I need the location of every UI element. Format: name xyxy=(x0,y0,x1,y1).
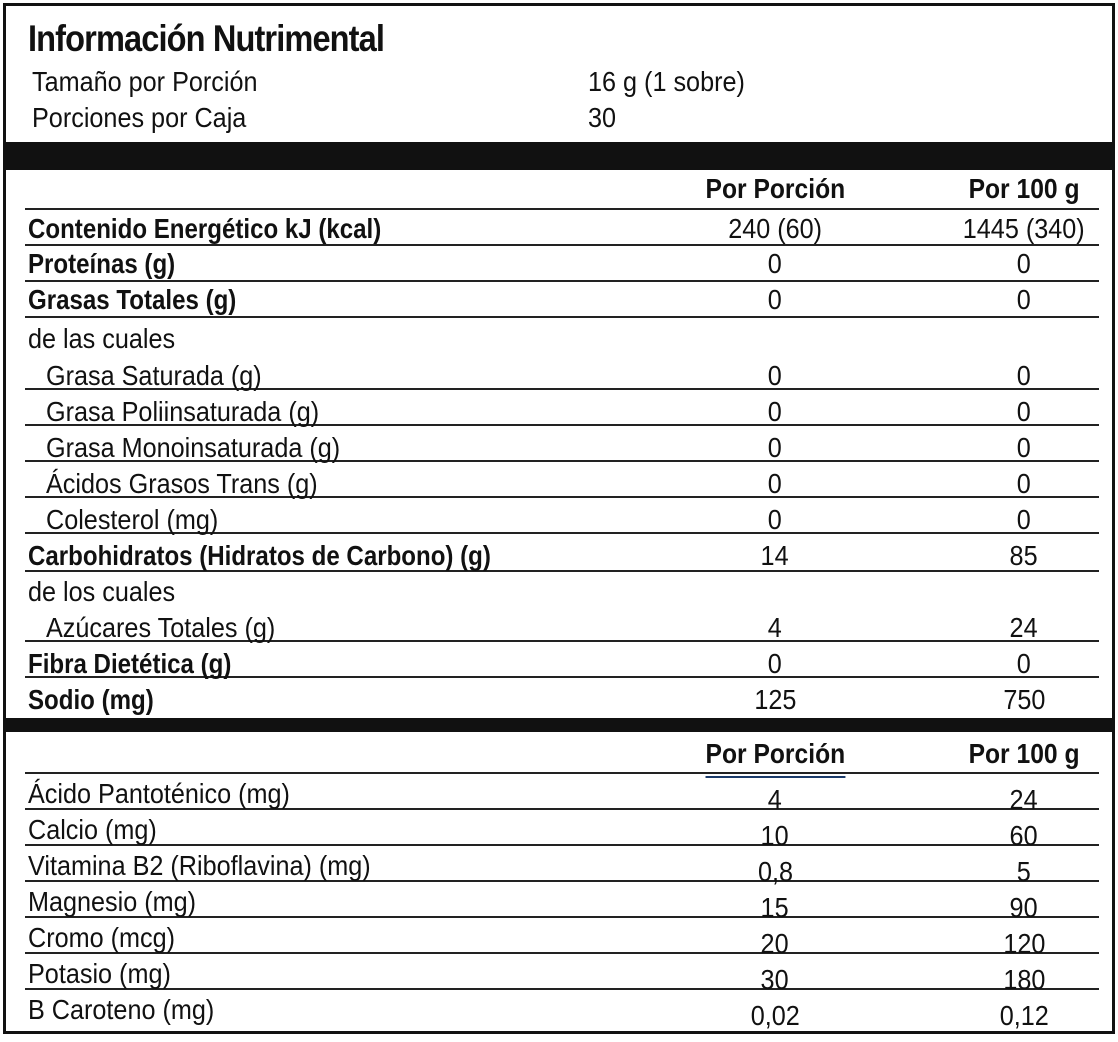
per-serving-value: 4 xyxy=(767,784,783,815)
per-100g-value: 85 xyxy=(1009,540,1039,571)
per-100g-value: 750 xyxy=(1002,684,1046,715)
nutrient-name: Proteínas (g) xyxy=(28,248,176,279)
per-serving-value: 4 xyxy=(767,612,783,643)
nutrient-name: de los cuales xyxy=(28,576,176,607)
per-serving-value: 0,02 xyxy=(750,1000,800,1031)
per-serving-value: 15 xyxy=(760,892,790,923)
per-serving-value: 14 xyxy=(760,540,790,571)
per-100g-value: 0 xyxy=(1016,468,1032,499)
col-header-per-serving: Por Porción xyxy=(705,173,845,204)
thick-divider xyxy=(6,718,1112,732)
per-serving-value: 240 (60) xyxy=(728,213,822,244)
per-serving-value: 0 xyxy=(767,284,783,315)
nutrient-name: Ácidos Grasos Trans (g) xyxy=(46,468,318,499)
table-row xyxy=(25,642,1099,678)
table-row xyxy=(25,354,1099,390)
nutrient-name: Cromo (mcg) xyxy=(28,922,176,953)
per-serving-value: 0 xyxy=(767,360,783,391)
per-100g-value: 0 xyxy=(1016,504,1032,535)
per-100g-value: 0 xyxy=(1016,648,1032,679)
per-100g-value: 0 xyxy=(1016,396,1032,427)
table-row xyxy=(25,498,1099,534)
per-serving-value: 10 xyxy=(760,820,790,851)
per-serving-value: 20 xyxy=(760,928,790,959)
table-row xyxy=(25,210,1099,246)
per-100g-value: 0 xyxy=(1016,284,1032,315)
table-row xyxy=(25,390,1099,426)
per-serving-value: 0 xyxy=(767,432,783,463)
per-serving-value: 0 xyxy=(767,468,783,499)
per-100g-value: 180 xyxy=(1002,964,1046,995)
table-row xyxy=(25,246,1099,282)
per-100g-value: 60 xyxy=(1009,820,1039,851)
table-row xyxy=(25,572,1099,608)
per-100g-value: 24 xyxy=(1009,612,1039,643)
per-serving-value: 0 xyxy=(767,648,783,679)
nutrient-name: Grasa Monoinsaturada (g) xyxy=(46,432,341,463)
per-100g-value: 0 xyxy=(1016,248,1032,279)
per-100g-value: 0 xyxy=(1016,432,1032,463)
table-row xyxy=(25,990,1099,1031)
serving-size-value: 16 g (1 sobre) xyxy=(588,66,745,97)
table-row xyxy=(25,534,1099,572)
nutrient-name: Vitamina B2 (Riboflavina) (mg) xyxy=(28,850,371,881)
table-row xyxy=(25,282,1099,318)
per-100g-value: 120 xyxy=(1002,928,1046,959)
nutrient-name: Grasas Totales (g) xyxy=(28,284,237,315)
per-serving-value: 30 xyxy=(760,964,790,995)
panel-title: Información Nutrimental xyxy=(28,18,385,59)
table-row xyxy=(25,606,1099,642)
servings-per-box-label: Porciones por Caja xyxy=(32,102,247,133)
nutrient-name: Grasa Saturada (g) xyxy=(46,360,262,391)
table-row xyxy=(25,954,1099,995)
column-header-row xyxy=(25,732,1099,774)
nutrient-name: Calcio (mg) xyxy=(28,814,157,845)
nutrition-facts-panel xyxy=(3,3,1115,1034)
per-100g-value: 24 xyxy=(1009,784,1039,815)
table-row xyxy=(25,882,1099,923)
table-row xyxy=(25,774,1099,815)
nutrient-name: Grasa Poliinsaturada (g) xyxy=(46,396,320,427)
table-row xyxy=(25,678,1099,716)
column-header-row xyxy=(25,170,1099,210)
thick-divider xyxy=(6,142,1112,170)
table-row xyxy=(25,318,1099,354)
serving-size-label: Tamaño por Porción xyxy=(32,66,258,97)
nutrient-name: Sodio (mg) xyxy=(28,684,154,715)
per-100g-value: 0 xyxy=(1016,360,1032,391)
servings-per-box-value: 30 xyxy=(588,102,617,133)
table-row xyxy=(25,462,1099,498)
per-serving-value: 0 xyxy=(767,396,783,427)
per-serving-value: 125 xyxy=(753,684,797,715)
nutrient-name: Potasio (mg) xyxy=(28,958,171,989)
per-serving-value: 0 xyxy=(767,504,783,535)
nutrient-name: Magnesio (mg) xyxy=(28,886,197,917)
table-row xyxy=(25,426,1099,462)
per-serving-value: 0,8 xyxy=(757,856,793,887)
table-row xyxy=(25,810,1099,851)
nutrient-name: Contenido Energético kJ (kcal) xyxy=(28,213,382,244)
nutrient-name: Fibra Dietética (g) xyxy=(28,648,232,679)
per-100g-value: 1445 (340) xyxy=(963,213,1085,244)
per-serving-value: 0 xyxy=(767,248,783,279)
nutrient-name: Azúcares Totales (g) xyxy=(46,612,276,643)
nutrient-name: Ácido Pantoténico (mg) xyxy=(28,778,290,809)
per-100g-value: 0,12 xyxy=(999,1000,1049,1031)
nutrient-name: de las cuales xyxy=(28,323,176,354)
per-100g-value: 5 xyxy=(1016,856,1032,887)
col-header-per-100g: Por 100 g xyxy=(968,738,1080,769)
table-row xyxy=(25,918,1099,959)
nutrient-name: B Caroteno (mg) xyxy=(28,994,215,1025)
table-row xyxy=(25,846,1099,887)
col-header-per-100g: Por 100 g xyxy=(968,173,1080,204)
col-header-per-serving: Por Porción xyxy=(675,732,875,778)
nutrient-name: Colesterol (mg) xyxy=(46,504,219,535)
nutrient-name: Carbohidratos (Hidratos de Carbono) (g) xyxy=(28,540,491,571)
per-100g-value: 90 xyxy=(1009,892,1039,923)
